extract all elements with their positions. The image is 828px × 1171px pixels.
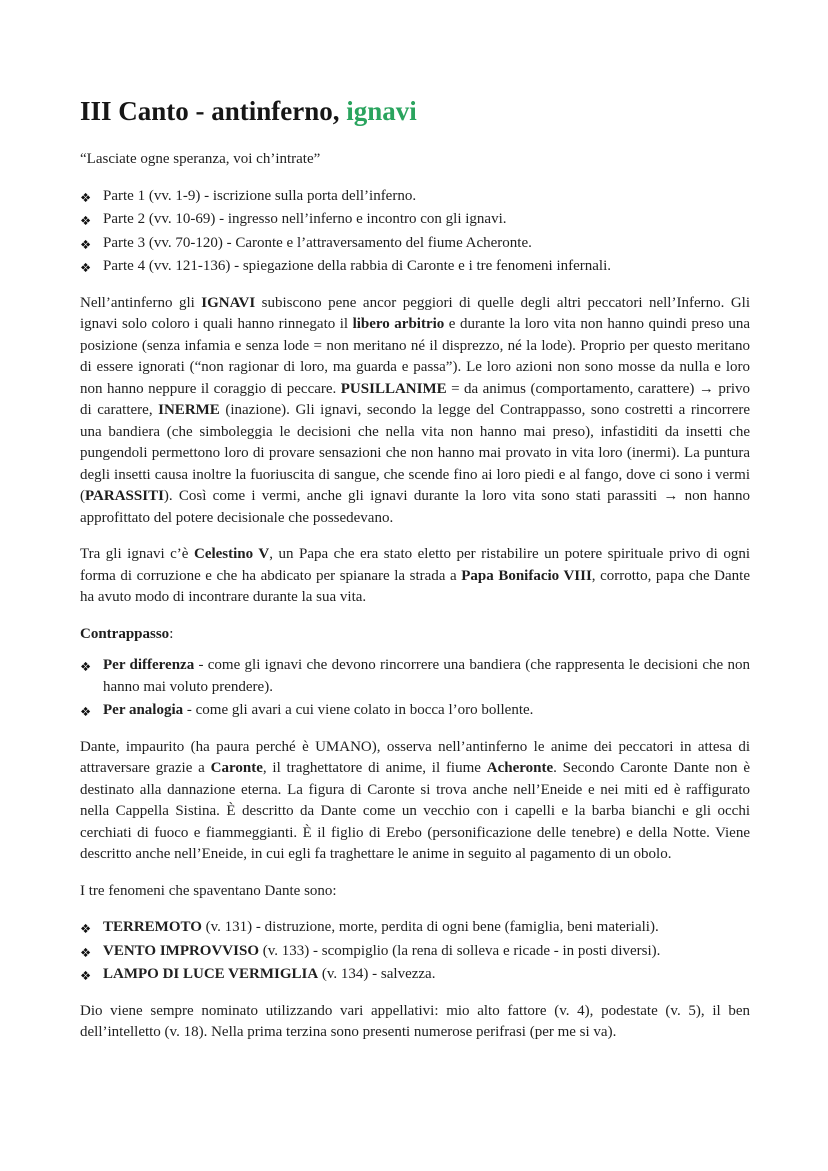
- phenomena-intro: I tre fenomeni che spaventano Dante sono:: [80, 882, 337, 899]
- paragraph-celestino: Tra gli ignavi c’è Celestino V, un Papa che era stato eletto per ristabilire un potere spirituale privo di ogni forma di corruzione e che ha abdicato per spianare la strada a Papa Bonifacio VIII, corrotto, papa che Dante ha avuto modo di incontrare durante la sua vita.: [80, 546, 750, 605]
- contrappasso-heading: Contrappasso:: [80, 625, 174, 642]
- list-item-lampo-di-luce: [80, 964, 750, 986]
- diamond-bullet-icon: ❖: [80, 260, 92, 275]
- contrappasso-list: [80, 655, 750, 722]
- diamond-bullet-icon: ❖: [80, 659, 92, 674]
- list-item-text: Parte 1 (vv. 1-9) - iscrizione sulla porta dell’inferno.: [103, 187, 417, 204]
- diamond-bullet-icon: ❖: [80, 236, 92, 252]
- diamond-bullet-icon: ❖: [80, 968, 92, 983]
- list-item-terremoto: [80, 917, 750, 939]
- list-item-parte-1: [80, 186, 750, 208]
- list-item-text: LAMPO DI LUCE VERMIGLIA (v. 134) - salvezza.: [103, 966, 436, 982]
- paragraph-dio: Dio viene sempre nominato utilizzando vari appellativi: mio alto fattore (v. 4), podestate (v. 5), il ben dell’intelletto (v. 18). Nella prima terzina sono presenti numerose perifrasi (per me si va).: [80, 1002, 750, 1040]
- list-item-per-differenza: [80, 655, 750, 698]
- list-item-text: Per analogia - come gli avari a cui viene colato in bocca l’oro bollente.: [103, 702, 534, 718]
- epigraph-quote: “Lasciate ogne speranza, voi ch’intrate”: [80, 151, 321, 167]
- diamond-bullet-icon: ❖: [80, 213, 92, 228]
- page-title-main: III Canto - antinferno,: [80, 96, 347, 126]
- list-item-text: Parte 2 (vv. 10-69) - ingresso nell’inferno e incontro con gli ignavi.: [103, 211, 507, 227]
- paragraph-caronte: Dante, impaurito (ha paura perché è UMANO), osserva nell’antinferno le anime dei peccatori in attesa di attraversare grazie a Caronte, il traghettatore di anime, il fiume Acheronte. Secondo Caronte Dante non è destinato alla dannazione eterna. La figura di Caronte si trova anche nell’Eneide e nei miti ed è raffigurato nella Cappella Sistina. È descritto da Dante come un vecchio con i capelli e la barba bianchi e gli occhi cerchiati di fuoco e fiammeggianti. È il figlio di Erebo (personificazione delle tenebre) e della Notte. Viene descritto anche nell’Eneide, in cui egli fa traghettare le anime in seguito al pagamento di un obolo.: [80, 738, 750, 862]
- list-item-per-analogia: [80, 700, 750, 722]
- diamond-bullet-icon: ❖: [80, 189, 92, 205]
- list-item-text: Per differenza - come gli ignavi che devono rincorrere una bandiera (che rappresenta le decisioni che non hanno mai voluto prendere).: [103, 657, 750, 695]
- list-item-parte-4: [80, 256, 750, 278]
- list-item-text: Parte 4 (vv. 121-136) - spiegazione della rabbia di Caronte e i tre fenomeni infernali.: [103, 258, 612, 274]
- diamond-bullet-icon: ❖: [80, 944, 92, 960]
- paragraph-ignavi: Nell’antinferno gli IGNAVI subiscono pene ancor peggiori di quelle degli altri peccatori nell’Inferno. Gli ignavi solo coloro i quali hanno rinnegato il libero arbitrio e durante la loro vita non hanno quindi preso una posizione (senza infamia e senza lode = non meritano né il disprezzo, né la lode). Proprio per questo meritano di essere ignorati (“non ragionar di loro, ma guarda e passa”). Le loro azioni non sono mosse da nulla e loro non hanno neppure il coraggio di peccare. PUSILLANIME = da animus (comportamento, carattere) → privo di carattere, INERME (inazione). Gli ignavi, secondo la legge del Contrappasso, sono costretti a rincorrere una bandiera (che simboleggia le decisioni che nella vita non hanno mai preso), infastiditi da insetti che pungendoli permettono loro di provare sensazioni che non hanno mai provato in vita loro (inermi). La puntura degli insetti causa inoltre la fuoriuscita di sangue, che scende fino ai loro piedi e al fango, dove ci sono i vermi (PARASSITI). Così come i vermi, anche gli ignavi durante la loro vita sono stati parassiti → non hanno approfittato del potere decisionale che possedevano.: [80, 294, 751, 526]
- parts-list: [80, 186, 750, 278]
- list-item-vento-improvviso: [80, 941, 750, 963]
- list-item-parte-3: [80, 233, 750, 255]
- page-title: [80, 95, 750, 127]
- list-item-parte-2: [80, 209, 750, 231]
- list-item-text: TERREMOTO (v. 131) - distruzione, morte, perdita di ogni bene (famiglia, beni materiali).: [103, 919, 659, 935]
- diamond-bullet-icon: ❖: [80, 704, 92, 719]
- list-item-text: VENTO IMPROVVISO (v. 133) - scompiglio (la rena di solleva e ricade - in posti diversi).: [103, 942, 661, 959]
- page-title-accent: ignavi: [346, 96, 417, 126]
- diamond-bullet-icon: ❖: [80, 921, 92, 936]
- list-item-text: Parte 3 (vv. 70-120) - Caronte e l’attraversamento del fiume Acheronte.: [103, 234, 532, 251]
- phenomena-list: [80, 917, 750, 986]
